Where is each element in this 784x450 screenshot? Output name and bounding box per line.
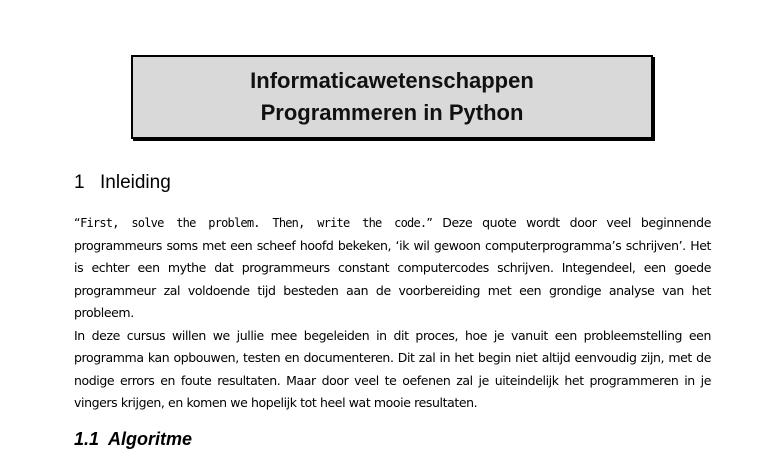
quote-text: First, solve the problem. Then, write the code. (80, 216, 427, 230)
paragraph-1-text: Deze quote wordt door veel beginnende programmeurs soms met een scheef hoofd bekeken, ‘ik wil gewoon computerprogramma’s schrijven’. Het is echter een mythe dat programmeurs constant computercodes schrijven. Integendeel, een goede programmeur zal voldoende tijd besteden aan de voorbereiding met een grondige analyse van het probleem. (74, 215, 711, 320)
quote-open-mark: “ (74, 215, 81, 230)
subsection-title: Algoritme (108, 429, 193, 449)
section-title: Inleiding (100, 172, 171, 193)
title-box (131, 55, 653, 139)
section-number: 1 (74, 172, 85, 193)
paragraph-1 (74, 212, 711, 325)
paragraph-2: In deze cursus willen we jullie mee begeleiden in dit proces, hoe je vanuit een probleemstelling een programma kan opbouwen, testen en documenteren. Dit zal in het begin niet altijd eenvoudig zijn, met de nodige errors en foute resultaten. Maar door veel te oefenen zal je uiteindelijk het programmeren in je vingers krijgen, en komen we hopelijk tot heel wat mooie resultaten. (74, 327, 711, 410)
title-line-2: Programmeren in Python (260, 100, 524, 125)
quote-close-mark: ” (426, 215, 433, 230)
section-heading (74, 171, 171, 195)
subsection-heading (74, 428, 192, 450)
title-line-1: Informaticawetenschappen (250, 68, 534, 93)
body-text (74, 212, 711, 415)
subsection-number: 1.1 (74, 429, 100, 449)
